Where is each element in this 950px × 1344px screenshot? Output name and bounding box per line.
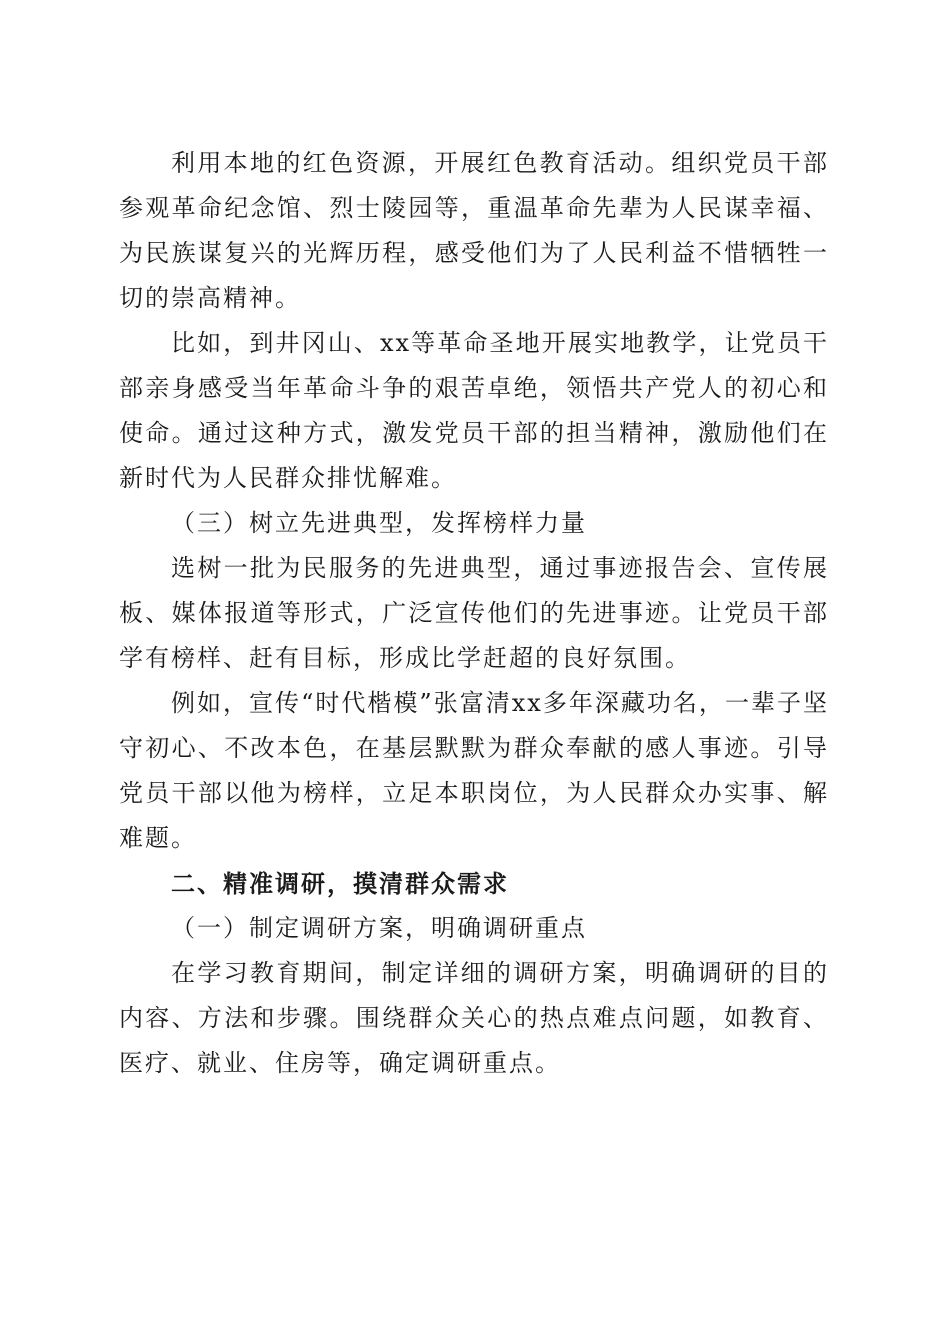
- paragraph-example-jinggangshan: 比如，到井冈山、xx等革命圣地开展实地教学，让党员干部亲身感受当年革命斗争的艰苦卓绝，领悟共产党人的初心和使命。通过这种方式，激发党员干部的担当精神，激励他们在新时代为人民群众排忧解难。: [119, 329, 829, 492]
- subheading-advanced-models: （三）树立先进典型，发挥榜样力量: [171, 509, 587, 537]
- document-body: [119, 141, 829, 1086]
- paragraph-red-resources: 利用本地的红色资源，开展红色教育活动。组织党员干部参观革命纪念馆、烈士陵园等，重温革命先辈为人民谋幸福、为民族谋复兴的光辉历程，感受他们为了人民利益不惜牺牲一切的崇高精神。: [119, 149, 829, 312]
- paragraph-research-plan: 在学习教育期间，制定详细的调研方案，明确调研的目的内容、方法和步骤。围绕群众关心的热点难点问题，如教育、医疗、就业、住房等，确定调研重点。: [119, 959, 829, 1077]
- subheading-research-plan: （一）制定调研方案，明确调研重点: [171, 914, 587, 942]
- paragraph-example-zhang-fuqing: 例如，宣传“时代楷模”张富清xx多年深藏功名，一辈子坚守初心、不改本色，在基层默默为群众奉献的感人事迹。引导党员干部以他为榜样，立足本职岗位，为人民群众办实事、解难题。: [119, 689, 829, 852]
- paragraph-select-models: 选树一批为民服务的先进典型，通过事迹报告会、宣传展板、媒体报道等形式，广泛宣传他们的先进事迹。让党员干部学有榜样、赶有目标，形成比学赶超的良好氛围。: [119, 554, 829, 672]
- section-heading-research: 二、精准调研，摸清群众需求: [171, 869, 509, 898]
